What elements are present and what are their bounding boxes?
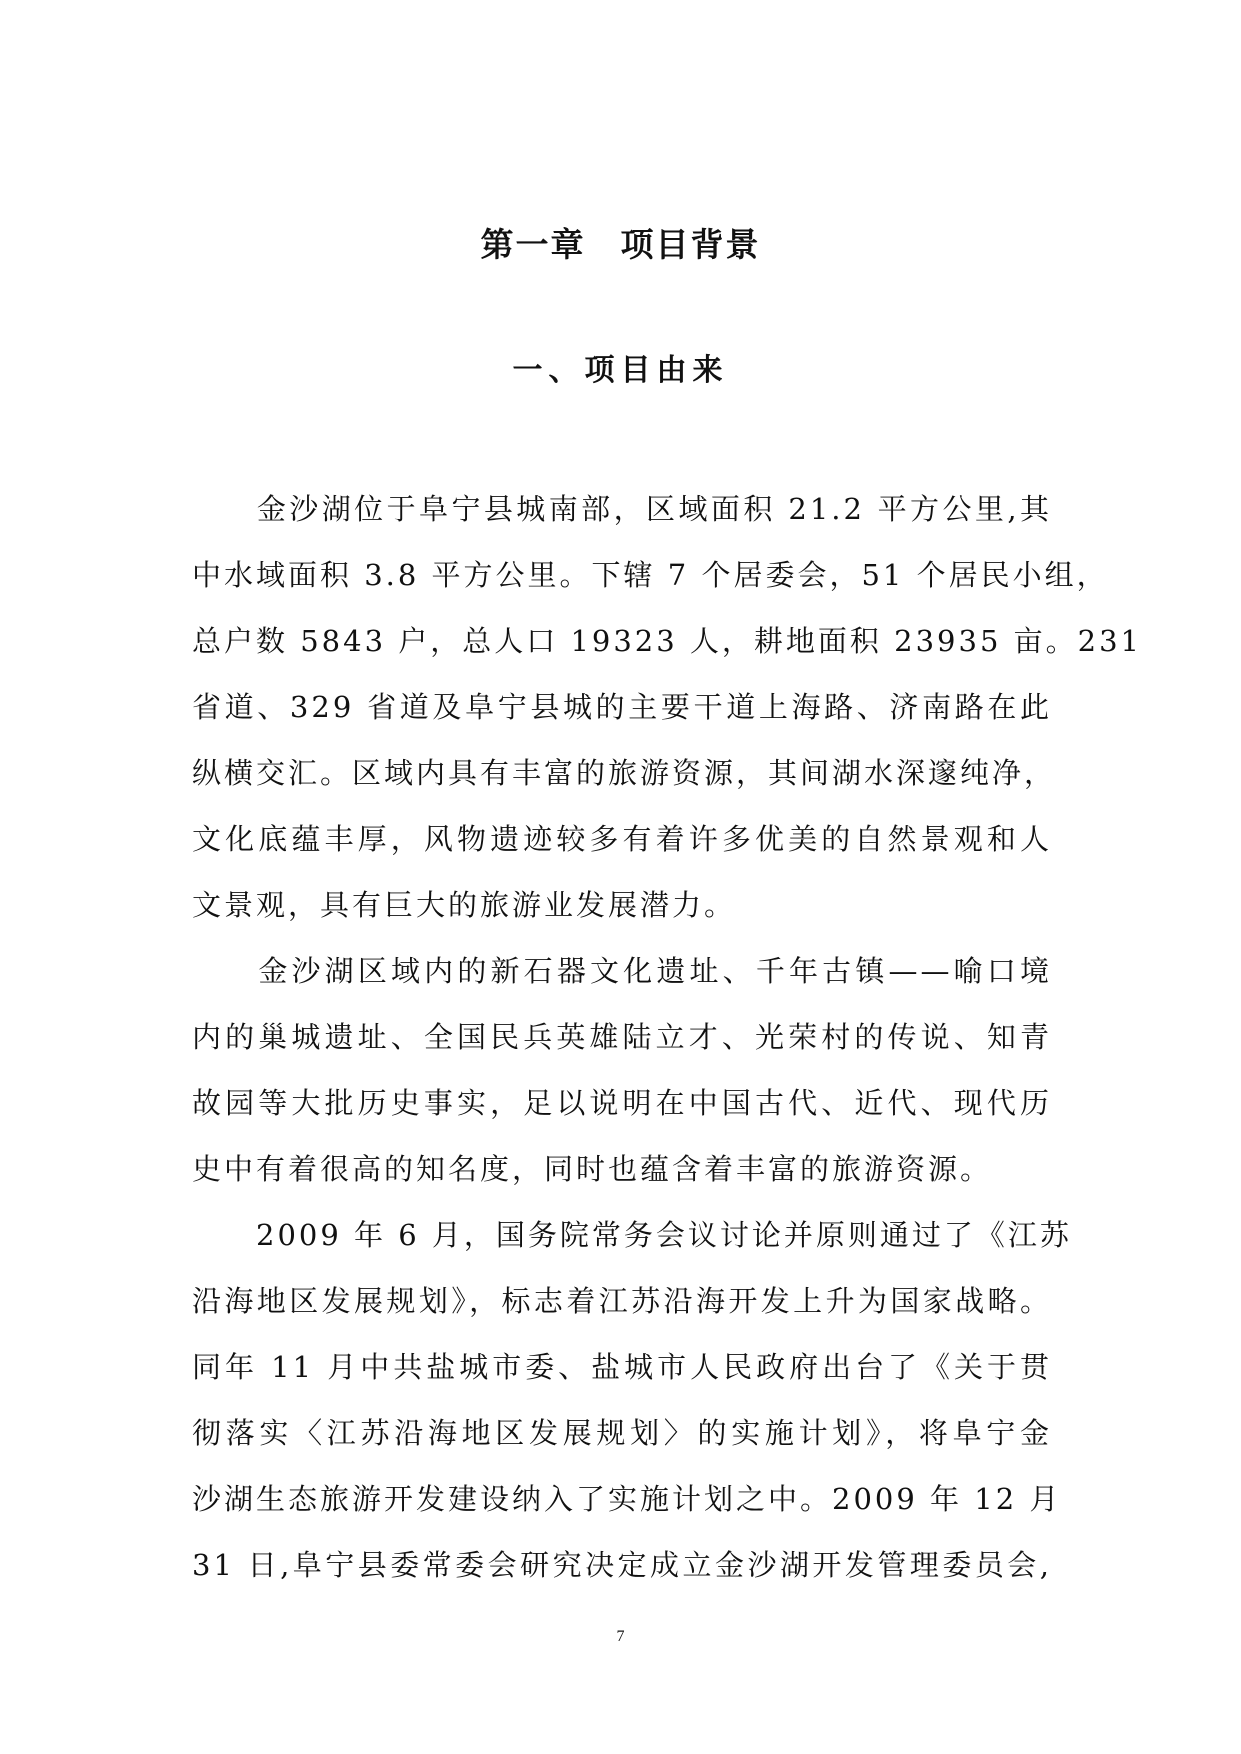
- paragraph: [192, 476, 1142, 938]
- text-line: 同年 11 月中共盐城市委、盐城市人民政府出台了《关于贯: [192, 1350, 1052, 1384]
- text-line: 彻落实〈江苏沿海地区发展规划〉的实施计划》，将阜宁金: [192, 1416, 1052, 1450]
- section-title: 一、项目由来: [512, 353, 729, 388]
- text-line: 内的巢城遗址、全国民兵英雄陆立才、光荣村的传说、知青: [192, 1020, 1052, 1054]
- text-line: 省道、329 省道及阜宁县城的主要干道上海路、济南路在此: [192, 690, 1052, 724]
- text-line: 沙湖生态旅游开发建设纳入了实施计划之中。2009 年 12 月: [192, 1482, 1062, 1516]
- text-line: 纵横交汇。区域内具有丰富的旅游资源，其间湖水深邃纯净，: [192, 756, 1057, 790]
- text-line: 故园等大批历史事实，足以说明在中国古代、近代、现代历: [192, 1086, 1052, 1120]
- text-line: 2009 年 6 月，国务院常务会议讨论并原则通过了《江苏: [192, 1218, 1072, 1252]
- chapter-title: 第一章 项目背景: [480, 225, 761, 264]
- page-number: 7: [616, 1628, 625, 1645]
- text-line: 31 日,阜宁县委常委会研究决定成立金沙湖开发管理委员会,: [192, 1548, 1052, 1582]
- paragraph: [192, 1202, 1072, 1598]
- text-line: 金沙湖位于阜宁县城南部，区域面积 21.2 平方公里,其: [192, 492, 1052, 526]
- paragraph: [192, 938, 1052, 1202]
- text-line: 文化底蕴丰厚，风物遗迹较多有着许多优美的自然景观和人: [192, 822, 1052, 856]
- body-text: [192, 476, 1142, 1598]
- text-line: 金沙湖区域内的新石器文化遗址、千年古镇——喻口境: [192, 954, 1052, 988]
- text-line: 总户数 5843 户，总人口 19323 人，耕地面积 23935 亩。231: [192, 624, 1142, 658]
- text-line: 文景观，具有巨大的旅游业发展潜力。: [192, 888, 737, 922]
- text-line: 中水域面积 3.8 平方公里。下辖 7 个居委会，51 个居民小组，: [192, 558, 1109, 592]
- text-line: 史中有着很高的知名度，同时也蕴含着丰富的旅游资源。: [192, 1152, 993, 1186]
- text-line: 沿海地区发展规划》，标志着江苏沿海开发上升为国家战略。: [192, 1284, 1052, 1318]
